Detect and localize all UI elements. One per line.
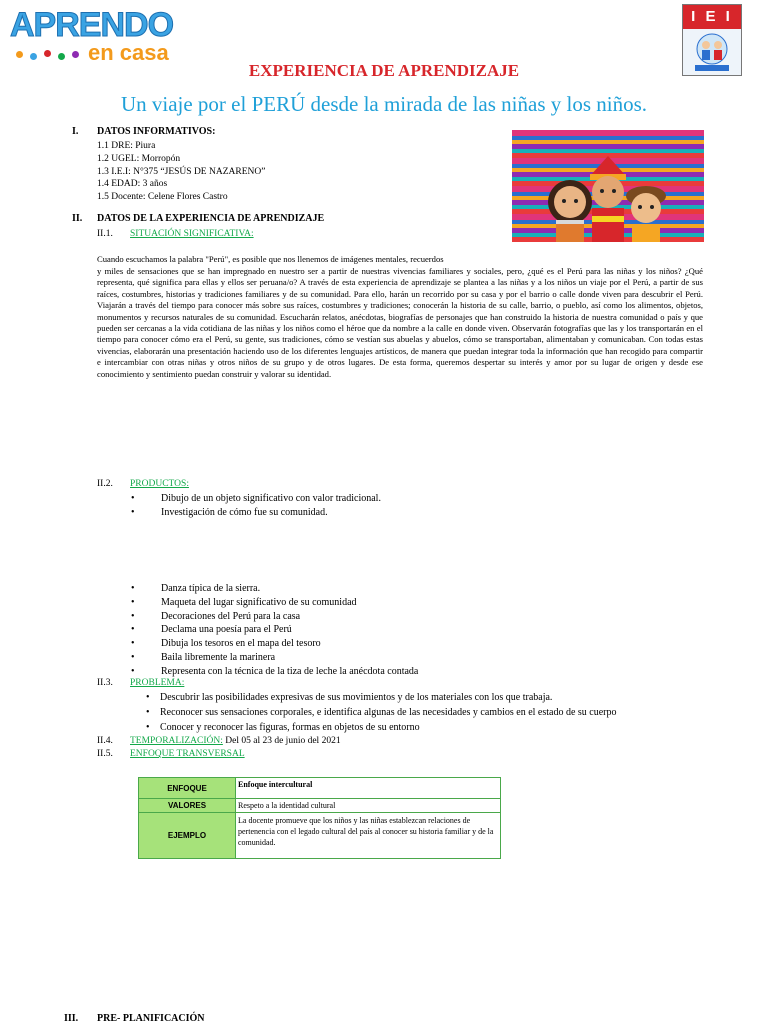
table-row (139, 813, 501, 859)
temporalizacion-line (130, 735, 341, 747)
subsection-number: II.2. (97, 479, 113, 489)
section-number: I. (72, 126, 79, 137)
table-header-cell: ENFOQUE (139, 778, 236, 799)
table-header-cell: EJEMPLO (139, 813, 236, 859)
products-list-a (131, 492, 381, 520)
section-number: III. (64, 1013, 79, 1024)
situation-paragraph: y miles de sensaciones que se han impregnado en nuestro ser a partir de nuestras vivencias familiares y sociales, pero, ¿qué es el Perú para las niñas y los niños? ¿Qué representa, qué significa para ellas y ellos ser peruana/o? A través de esta experiencia de aprendizaje se plantea a las niñas y a los niños un viaje por el Perú, a partir de sus raíces, costumbres, historias y tradiciones familiares y de su comunidad. Para ello, harán un recorrido por su casa y por el barrio o calle donde viven para descubrir el Perú. Viajarán a través del tiempo para conocer más sobre sus raíces, costumbres y tradiciones; conocerán la historia de su calle, barrio, o pueblo, así como los alimentos, objetos, monumentos y recursos naturales de su comunidad. Escucharán relatos, anécdotas, biografías de personajes que han construido la historia de nuestra comunidad o país y que pueden ser cercanas a la vida cotidiana de las niñas y los niños como el héroe que da nombre a la calle en donde viven. Observarán fotografías que las y los transportarán en el tiempo para conocer cómo era el Perú, su gente, sus tradiciones, cómo se vestían sus abuelas y abuelos, cómo se transportaban, alimentaban y comunicaban. Con todas estas vivencias, elaborarán una presentación haciendo uso de los diferentes lenguajes artísticos, de manera que puedan integrar toda la información que han recogido para compartir e intercambiar con otras niñas y otros niños de su grupo y de otros lugares. De esta forma, queremos despertar su interés y amor por su lugar de origen y desde ese conocimiento y sentimiento puedan construir y valorar su identidad. (97, 266, 703, 379)
subsection-number: II.5. (97, 749, 113, 759)
peruvian-children-illustration (512, 130, 704, 242)
info-item: 1.5 Docente: Celene Flores Castro (97, 192, 228, 203)
info-item: 1.2 UGEL: Morropón (97, 153, 181, 164)
section-number: II. (72, 213, 83, 224)
list-item: • Conocer y reconocer las figuras, formas en objetos de su entorno (146, 720, 617, 735)
list-item: • Representa con la técnica de la tiza de leche la anécdota contada (131, 665, 418, 679)
subsection-situacion-label: SITUACIÓN SIGNIFICATIVA: (130, 229, 254, 239)
table-cell: Respeto a la identidad cultural (236, 799, 501, 813)
problems-list (146, 690, 617, 735)
children-drawing (512, 130, 704, 242)
info-item: 1.4 EDAD: 3 años (97, 179, 168, 190)
list-item: • Maqueta del lugar significativo de su comunidad (131, 596, 418, 610)
section-title: PRE- PLANIFICACIÓN (97, 1013, 205, 1024)
info-list (97, 140, 265, 204)
subsection-number: II.1. (97, 229, 113, 239)
list-item: • Investigación de cómo fue su comunidad. (131, 506, 381, 520)
list-item: • Declama una poesía para el Perú (131, 623, 418, 637)
temporalizacion-value: Del 05 al 23 de junio del 2021 (222, 736, 341, 746)
aprendo-en-casa-logo (10, 6, 178, 66)
subsection-temporalizacion-label: TEMPORALIZACIÓN: (130, 736, 223, 746)
table-row (139, 778, 501, 799)
table-row (139, 799, 501, 813)
products-list-b (131, 582, 418, 679)
list-item: • Reconocer sus sensaciones corporales, e identifica algunas de las necesidades y cambios en el estado de su cuerpo (146, 705, 617, 720)
info-item: 1.1 DRE: Piura (97, 141, 156, 151)
list-item: • Decoraciones del Perú para la casa (131, 610, 418, 624)
table-cell: Enfoque intercultural (236, 778, 501, 799)
subsection-number: II.3. (97, 678, 113, 688)
info-item: 1.3 I.E.I: N°375 “JESÚS DE NAZARENO” (97, 166, 266, 177)
table-cell: La docente promueve que los niños y las niñas establezcan relaciones de pertenencia con el legado cultural del país al conocer su historia familiar y de la comunidad. (236, 813, 501, 859)
list-item: • Descubrir las posibilidades expresivas de sus movimientos y de los materiales con los que trabaja. (146, 690, 617, 705)
badge-label: I E I (683, 5, 741, 29)
list-item: • Dibuja los tesoros en el mapa del tesoro (131, 637, 418, 651)
logo-word-en-casa: en casa (88, 40, 169, 65)
enfoque-table (138, 777, 501, 859)
section-title: DATOS INFORMATIVOS: (97, 126, 216, 137)
list-item: • Dibujo de un objeto significativo con valor tradicional. (131, 492, 381, 506)
subsection-productos-label: PRODUCTOS: (130, 479, 189, 489)
subsection-number: II.4. (97, 736, 113, 746)
subsection-enfoque-label: ENFOQUE TRANSVERSAL (130, 749, 245, 759)
section-title: DATOS DE LA EXPERIENCIA DE APRENDIZAJE (97, 213, 325, 224)
table-header-cell: VALORES (139, 799, 236, 813)
document-subtitle: Un viaje por el PERÚ desde la mirada de las niñas y los niños. (120, 92, 648, 116)
subsection-problema-label: PROBLEMA: (130, 678, 185, 688)
document-title: EXPERIENCIA DE APRENDIZAJE (248, 61, 520, 80)
list-item: • Baila libremente la marinera (131, 651, 418, 665)
list-item: • Danza típica de la sierra. (131, 582, 418, 596)
logo-word-aprendo: APRENDO (10, 6, 174, 44)
situation-paragraph-first: Cuando escuchamos la palabra "Perú", es posible que nos llenemos de imágenes mentales, recuerdos (97, 254, 444, 264)
